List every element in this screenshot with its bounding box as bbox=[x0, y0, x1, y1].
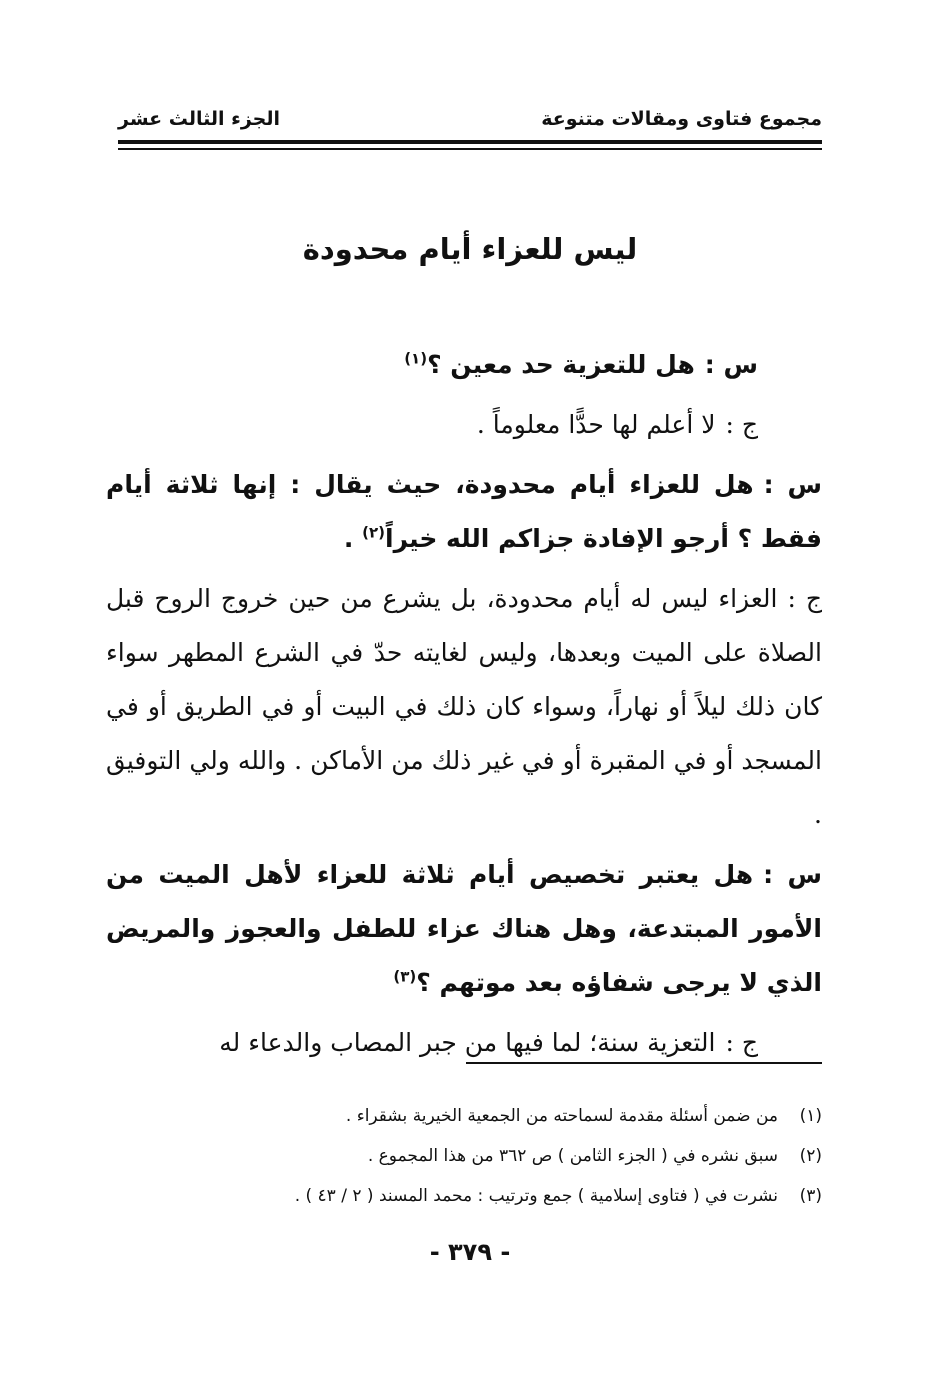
question-paragraph bbox=[106, 458, 822, 566]
volume-label: الجزء الثالث عشر bbox=[118, 108, 281, 130]
question-text: هل للعزاء أيام محدودة، حيث يقال : إنها ثلاثة أيام فقط ؟ أرجو الإفادة جزاكم الله خيراً bbox=[106, 470, 822, 553]
answer-paragraph bbox=[106, 572, 822, 842]
footnote-ref: (٣) bbox=[393, 967, 417, 986]
answer-marker: ج : bbox=[725, 1028, 758, 1057]
footnote-text: نشرت في ( فتاوى إسلامية ) جمع وترتيب : محمد المسند ( ٢ / ٤٣ ) . bbox=[294, 1186, 778, 1206]
answer-text: العزاء ليس له أيام محدودة، بل يشرع من حين خروج الروح قبل الصلاة على الميت وبعدها، وليس لغايته حدّ في الشرع المطهر سواء كان ذلك ليلاً أو نهاراً، وسواء كان ذلك في البيت أو في الطريق أو في المسجد أو في المقبرة أو في غير ذلك من الأماكن . والله ولي التوفيق . bbox=[106, 584, 822, 829]
section-title: ليس للعزاء أيام محدودة bbox=[302, 232, 638, 266]
question-tail: . bbox=[343, 524, 363, 553]
question-marker: س : bbox=[763, 860, 822, 889]
footnote-number: (١) bbox=[799, 1106, 822, 1126]
answer-text: التعزية سنة؛ لما فيها من جبر المصاب والدعاء له bbox=[219, 1028, 716, 1057]
footnote-ref: (١) bbox=[404, 349, 428, 368]
footnotes bbox=[118, 1096, 822, 1216]
question-text: هل للتعزية حد معين ؟ bbox=[427, 350, 695, 379]
footnote-item bbox=[118, 1176, 822, 1216]
answer-marker: ج : bbox=[725, 410, 758, 439]
question-paragraph bbox=[106, 848, 822, 1010]
qa-body bbox=[106, 338, 822, 1076]
footnote-item bbox=[118, 1096, 822, 1136]
footnote-number: (٢) bbox=[799, 1146, 822, 1166]
footnote-text: من ضمن أسئلة مقدمة لسماحته من الجمعية الخيرية بشقراء . bbox=[345, 1106, 778, 1126]
question-marker: س : bbox=[763, 470, 823, 499]
answer-text: لا أعلم لها حدًّا معلوماً . bbox=[476, 410, 716, 439]
question-text: هل يعتبر تخصيص أيام ثلاثة للعزاء لأهل الميت من الأمور المبتدعة، وهل هناك عزاء للطفل والعجوز والمريض الذي لا يرجى شفاؤه بعد موتهم ؟ bbox=[106, 860, 822, 997]
question-paragraph bbox=[106, 338, 822, 392]
footnote-item bbox=[118, 1136, 822, 1176]
footnote-ref: (٢) bbox=[362, 523, 385, 542]
footnote-text: سبق نشره في ( الجزء الثامن ) ص ٣٦٢ من هذا المجموع . bbox=[367, 1146, 778, 1166]
page-number: - ٣٧٩ - bbox=[429, 1238, 511, 1266]
header-rule-thin bbox=[118, 148, 822, 150]
footnote-separator bbox=[466, 1062, 822, 1064]
footnote-number: (٣) bbox=[799, 1186, 822, 1206]
answer-marker: ج : bbox=[787, 584, 822, 613]
running-header bbox=[118, 108, 822, 136]
question-marker: س : bbox=[704, 350, 758, 379]
answer-paragraph bbox=[106, 398, 822, 452]
book-title: مجموع فتاوى ومقالات متنوعة bbox=[541, 108, 822, 130]
header-rule-thick bbox=[118, 140, 822, 144]
